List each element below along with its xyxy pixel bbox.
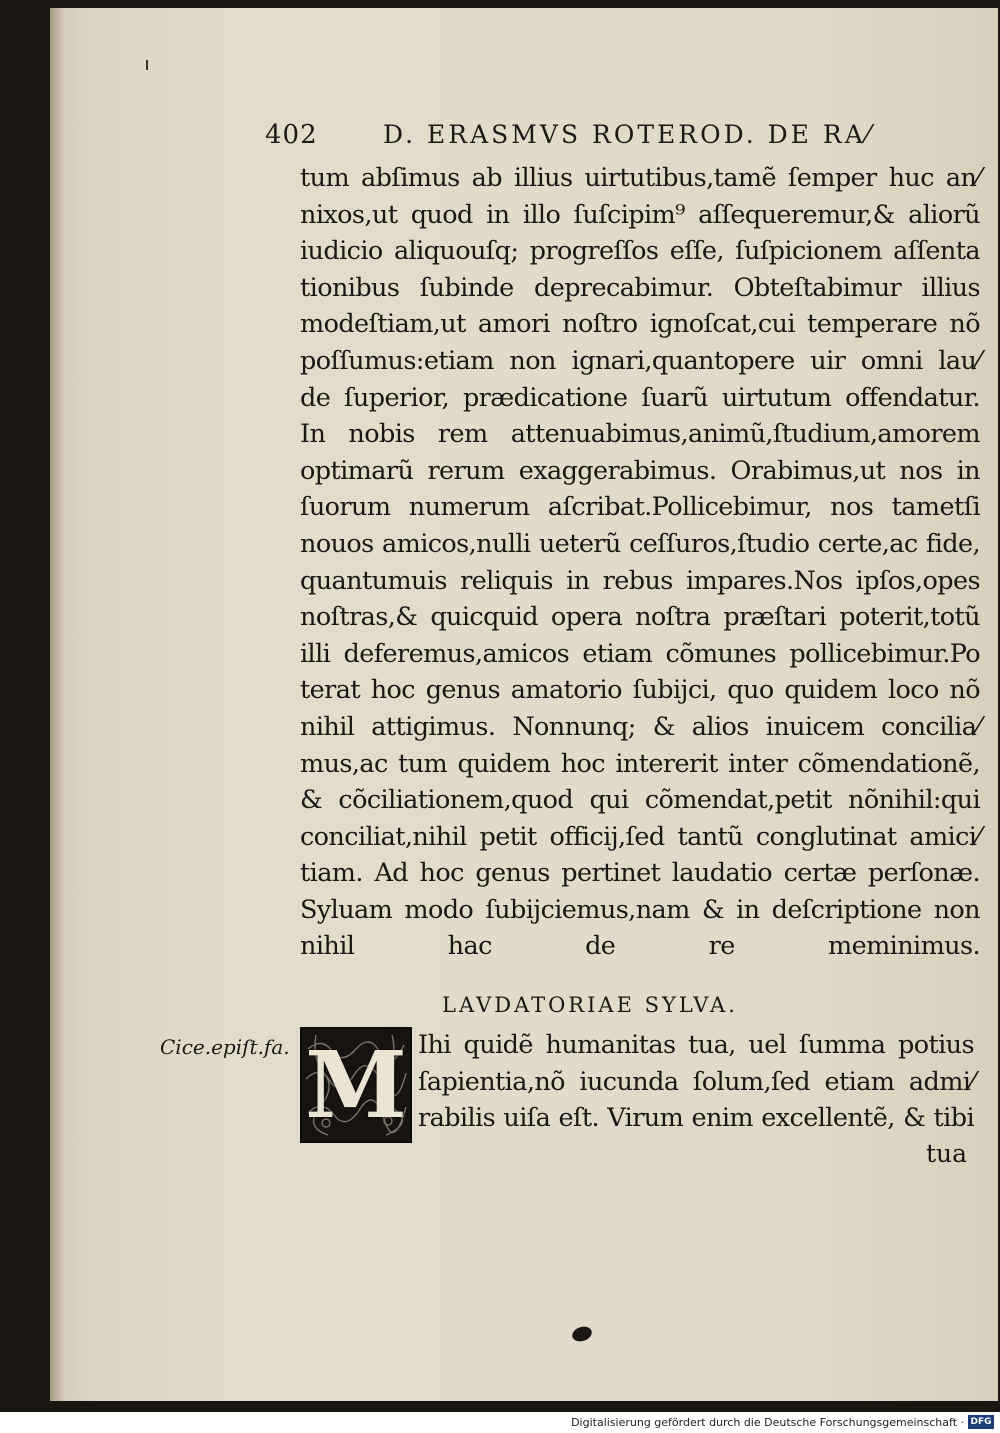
text-line: ſapientia,nõ iucunda ſolum,ſed etiam admi⁄ xyxy=(418,1066,974,1097)
dfg-logo: DFG xyxy=(968,1415,994,1429)
page-number: 402 xyxy=(265,120,318,150)
text-line: nihil hac de re meminimus. xyxy=(300,931,980,962)
margin-mark xyxy=(146,60,148,70)
text-line: nixos,ut quod in illo ſuſcipim⁹ aſſequeremur,& aliorũ xyxy=(300,199,980,230)
digitization-credit: Digitalisierung gefördert durch die Deutsche Forschungsgemeinschaft · xyxy=(571,1416,964,1429)
text-line: tiam. Ad hoc genus pertinet laudatio certæ perſonæ. xyxy=(300,858,980,889)
text-line: Ihi quidẽ humanitas tua, uel ſumma potius xyxy=(418,1030,974,1060)
text-line: modeſtiam,ut amori noſtro ignoſcat,cui temperare nõ xyxy=(300,309,980,340)
text-line: de ſuperior, prædicatione ſuarũ uirtutum offendatur. xyxy=(300,382,980,413)
text-line: mus,ac tum quidem hoc intererit inter cõmendationẽ, xyxy=(300,748,980,779)
text-line: quantumuis reliquis in rebus impares.Nos ipſos,opes xyxy=(300,565,980,596)
text-line: conciliat,nihil petit officij,ſed tantũ conglutinat amici⁄ xyxy=(300,821,980,852)
text-line: Syluam modo ſubijciemus,nam & in deſcriptione non xyxy=(300,894,980,925)
text-line: poſſumus:etiam non ignari,quantopere uir omni lau⁄ xyxy=(300,345,980,376)
margin-note: Cice.epiſt.fa. xyxy=(160,1035,290,1059)
text-line: tum abſimus ab illius uirtutibus,tamẽ ſemper huc an⁄ xyxy=(300,163,980,193)
body-text xyxy=(300,160,980,965)
page-gutter-shadow xyxy=(50,8,64,1401)
running-head xyxy=(265,120,955,160)
text-line: In nobis rem attenuabimus,animũ,ſtudium,amorem xyxy=(300,419,980,450)
text-line: & cõciliationem,quod qui cõmendat,petit nõnihil:qui xyxy=(300,785,980,816)
text-line: optimarũ rerum exaggerabimus. Orabimus,ut nos in xyxy=(300,455,980,486)
text-line: tionibus ſubinde deprecabimur. Obteſtabimur illius xyxy=(300,272,980,303)
text-line: noſtras,& quicquid opera noſtra præſtari poterit,totũ xyxy=(300,602,980,633)
decorated-initial xyxy=(300,1027,412,1143)
running-title: D. ERASMVS ROTEROD. DE RA⁄ xyxy=(383,120,873,149)
text-line: rabilis uiſa eſt. Virum enim excellentẽ, & tibi xyxy=(418,1103,974,1134)
sylva-text xyxy=(418,1027,974,1137)
text-line: illi deferemus,amicos etiam cõmunes pollicebimur.Po xyxy=(300,638,980,669)
text-line: ſuorum numerum aſcribat.Pollicebimur, nos tametſi xyxy=(300,492,980,523)
text-line: nouos amicos,nulli ueterũ ceſſuros,ſtudio certe,ac fide, xyxy=(300,528,980,559)
text-line: nihil attigimus. Nonnunq; & alios inuicem concilia⁄ xyxy=(300,711,980,742)
text-line: terat hoc genus amatorio ſubijci, quo quidem loco nõ xyxy=(300,675,980,706)
ink-blot xyxy=(570,1324,593,1343)
catchword: tua xyxy=(926,1139,968,1168)
initial-letter: M xyxy=(305,1031,407,1139)
text-line: iudicio aliquouſq; progreſſos eſſe, ſuſpicionem aſſenta xyxy=(300,236,980,267)
book-page xyxy=(50,8,998,1401)
section-heading: LAVDATORIAE SYLVA. xyxy=(442,993,738,1017)
